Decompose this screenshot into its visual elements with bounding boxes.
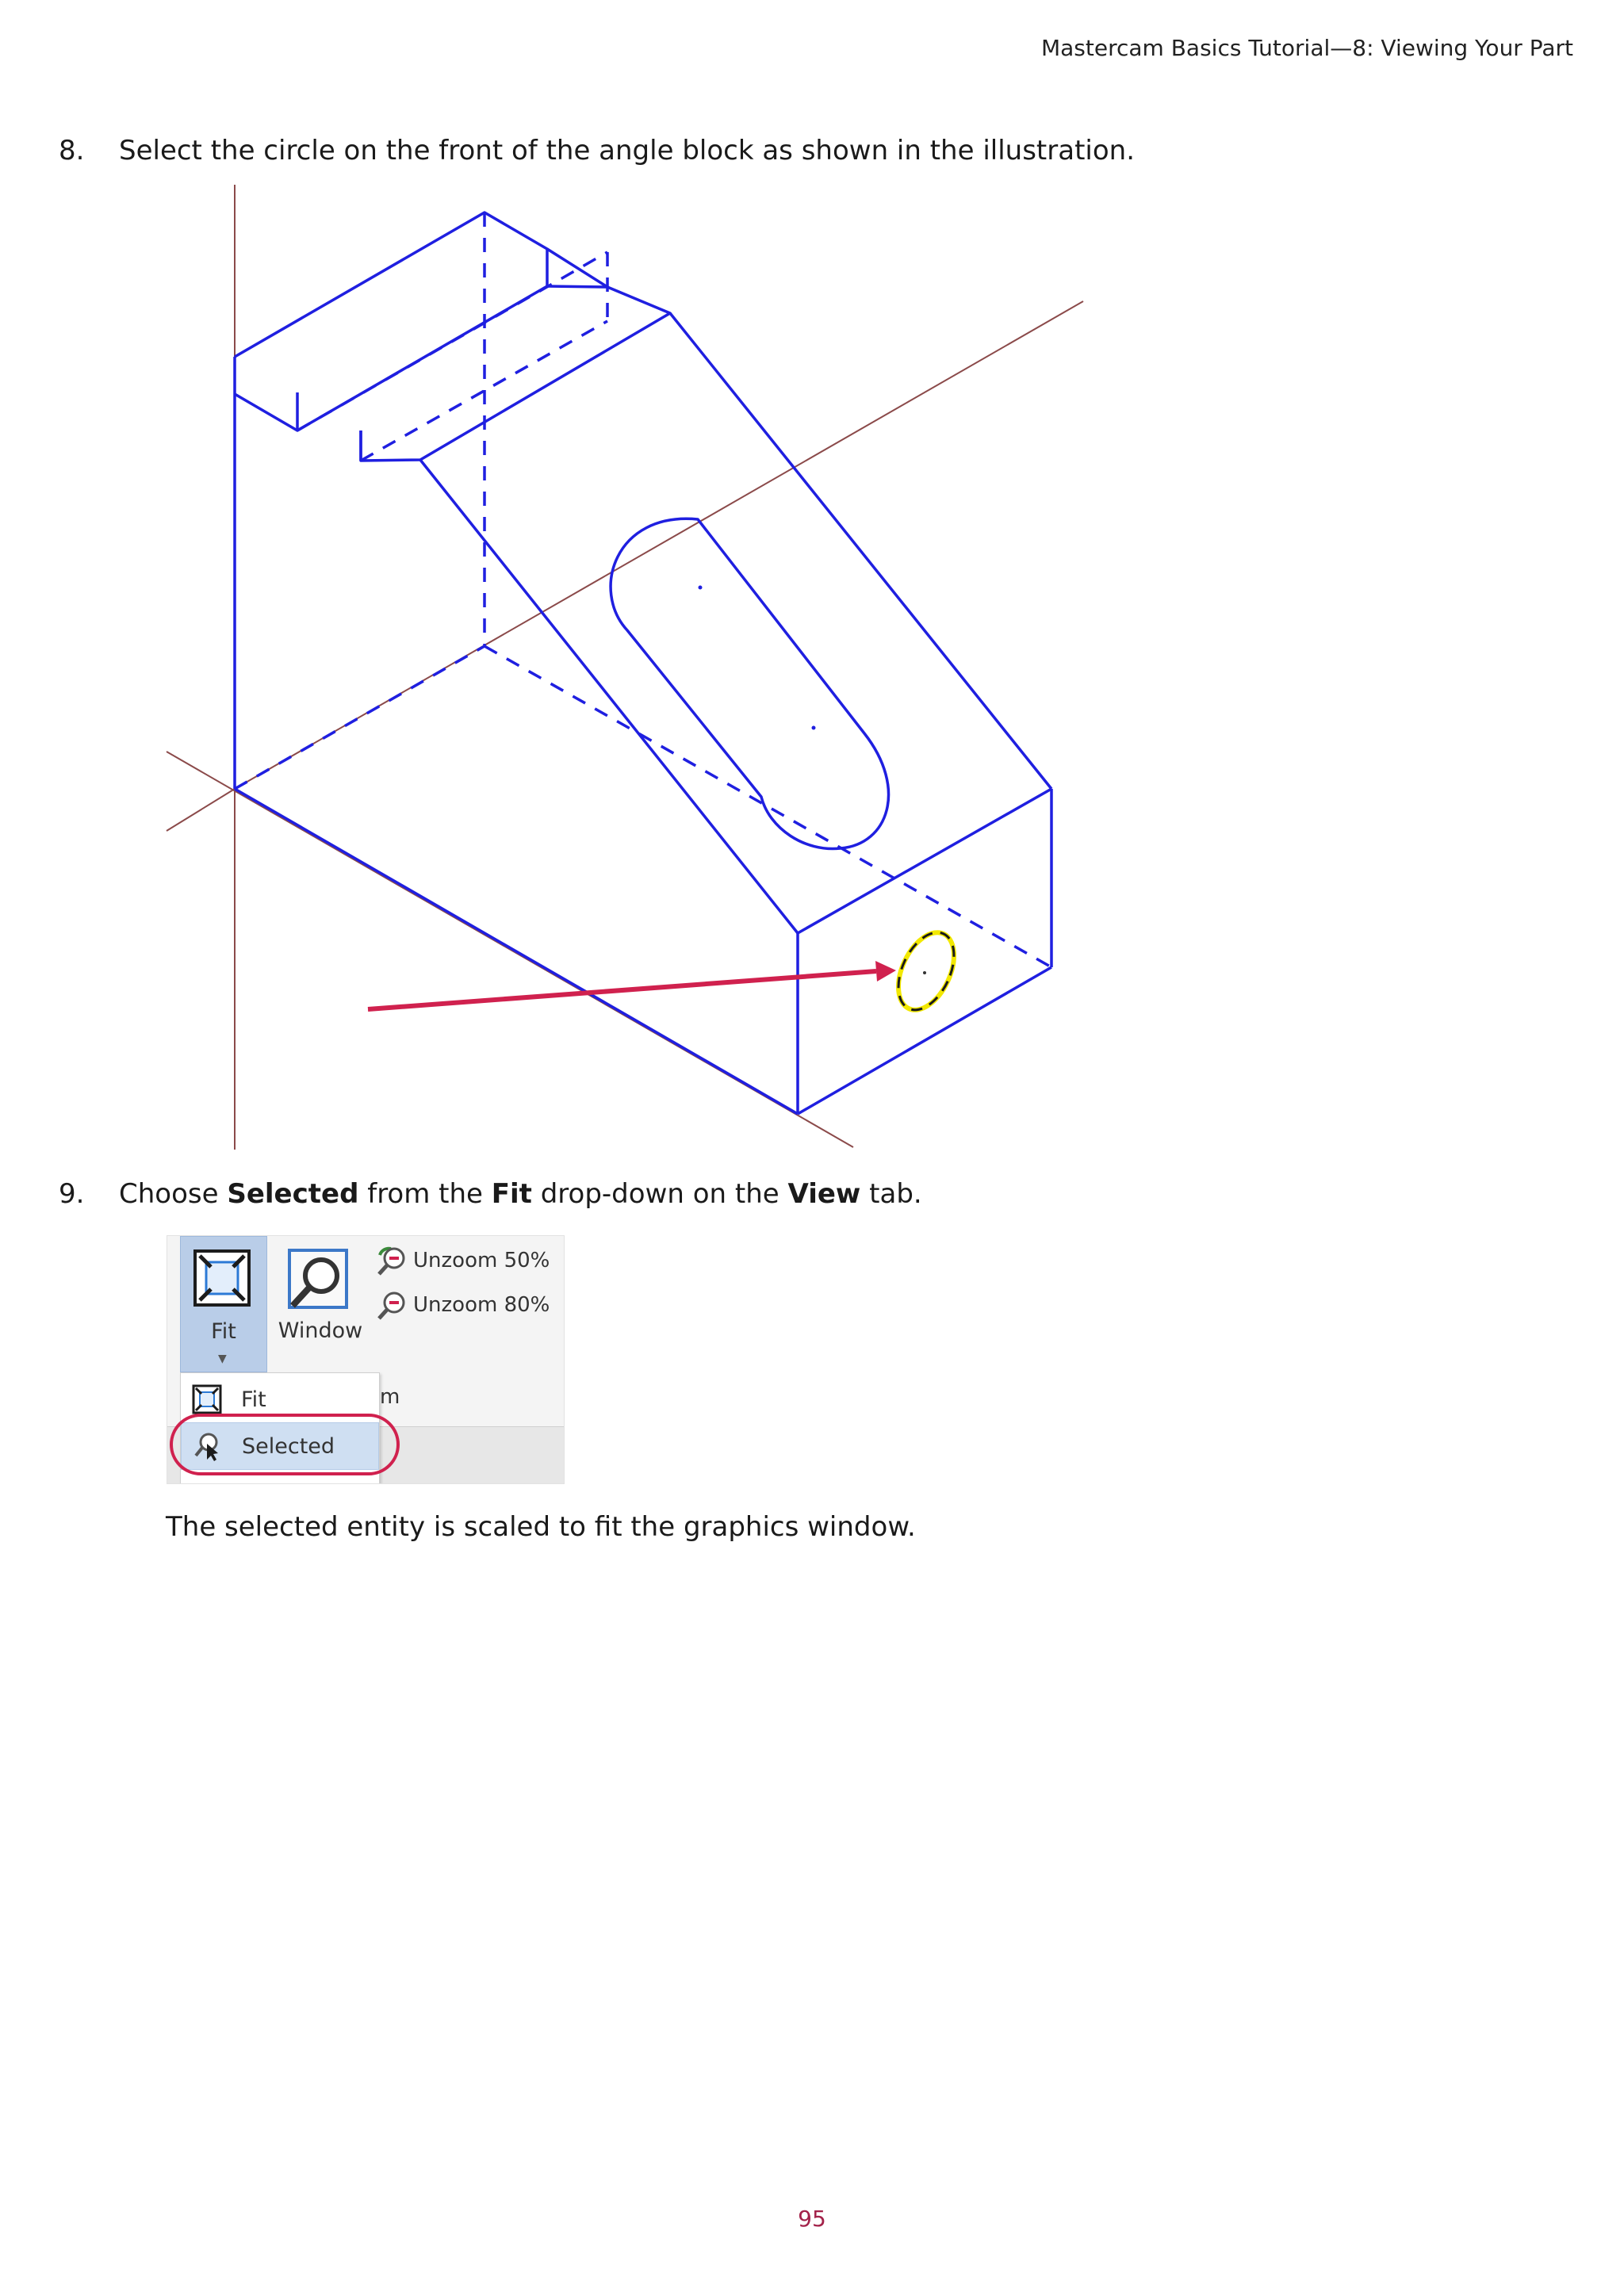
selected-circle xyxy=(887,924,965,1019)
page-number: 95 xyxy=(798,2206,826,2232)
window-label: Window xyxy=(278,1318,363,1343)
highlight-callout xyxy=(170,1414,400,1475)
hidden-edges xyxy=(235,212,1051,967)
short-axis-left xyxy=(167,789,235,831)
slot-centre-point xyxy=(699,586,703,590)
solid-edges xyxy=(235,212,1051,1114)
step-text-part: Choose xyxy=(119,1178,228,1210)
window-button[interactable] xyxy=(269,1236,372,1371)
unzoom-50-button[interactable] xyxy=(375,1244,557,1279)
step-text-part: drop-down on the xyxy=(531,1178,788,1210)
step-9 xyxy=(59,1177,922,1211)
unzoom-icon xyxy=(375,1244,408,1277)
partially-hidden-label: m xyxy=(380,1385,400,1409)
result-text: The selected entity is scaled to fit the graphics window. xyxy=(166,1511,916,1543)
axis-lines xyxy=(167,185,1083,1150)
step-8 xyxy=(59,133,1136,168)
running-head: Mastercam Basics Tutorial—8: Viewing Your Part xyxy=(1040,35,1573,61)
menu-item-label: Fit xyxy=(241,1387,266,1412)
step-text-part: from the xyxy=(358,1178,492,1210)
fit-label: Fit xyxy=(211,1319,236,1344)
step-text-part: tab. xyxy=(860,1178,922,1210)
unzoom-80-button[interactable] xyxy=(375,1288,557,1323)
angle-block-illustration xyxy=(159,178,1094,1150)
step-text: Select the circle on the front of the angle block as shown in the illustration. xyxy=(119,135,1136,166)
slot-centre-point xyxy=(812,726,816,730)
unzoom-80-label: Unzoom 80% xyxy=(413,1293,550,1317)
step-bold-term: View xyxy=(787,1178,861,1210)
window-zoom-icon xyxy=(286,1247,350,1311)
circle-centre-point xyxy=(923,971,926,974)
unzoom-50-label: Unzoom 50% xyxy=(413,1249,550,1272)
fit-icon xyxy=(192,1248,252,1308)
diagonal-axis-right xyxy=(235,301,1083,789)
menu-item-label: Selected xyxy=(242,1434,335,1459)
step-number: 9. xyxy=(59,1178,85,1210)
chevron-down-icon: ▼ xyxy=(218,1353,227,1365)
fit-icon xyxy=(192,1384,222,1414)
step-number: 8. xyxy=(59,135,85,166)
callout-arrow xyxy=(368,961,896,1009)
fit-button[interactable] xyxy=(180,1236,267,1372)
step-bold-term: Selected xyxy=(227,1178,359,1210)
slot-outline xyxy=(611,519,888,848)
unzoom-icon xyxy=(375,1288,408,1322)
step-bold-term: Fit xyxy=(491,1178,532,1210)
